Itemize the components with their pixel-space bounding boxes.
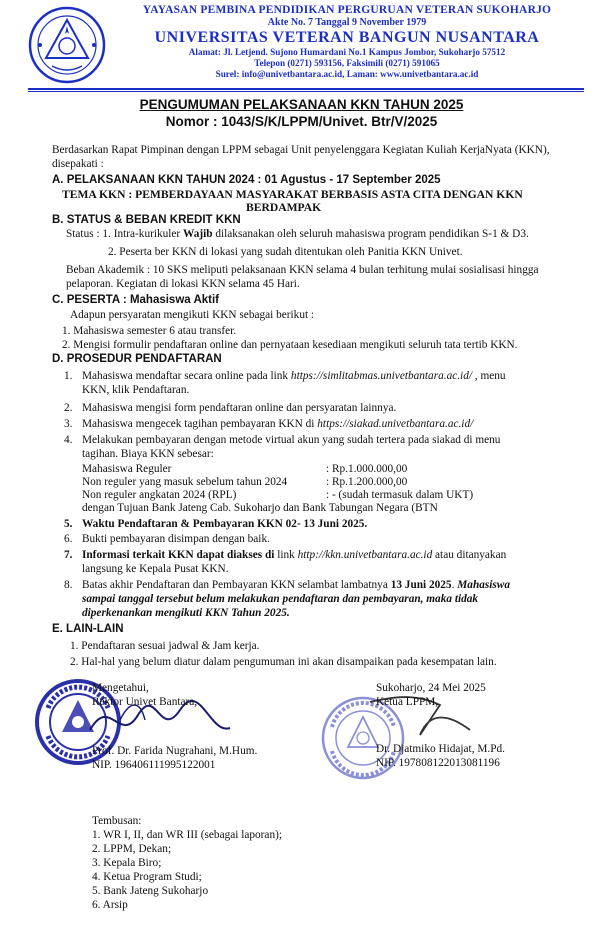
cc-item: 2. LPPM, Dekan; xyxy=(92,843,172,855)
step-6: Bukti pembayaran disimpan dengan baik. xyxy=(82,533,270,545)
simlitabmas-link[interactable]: https://simlitabmas.univetbantara.ac.id/ xyxy=(290,370,472,382)
status-item-2: 2. Peserta ber KKN di lokasi yang sudah ditentukan oleh Panitia KKN Univet. xyxy=(108,246,463,258)
step-number: 6. xyxy=(64,533,73,545)
right-sign-line-2: Ketua LPPM, xyxy=(376,696,439,708)
academic-load-1: Beban Akademik : 10 SKS meliputi pelaksanaan KKN selama 4 bulan terhitung mulai sosialisasi hingga xyxy=(66,264,539,276)
fee-label: Non reguler yang masuk sebelum tahun 2024 xyxy=(82,476,288,488)
other-item-1: 1. Pendaftaran sesuai jadwal & Jam kerja. xyxy=(70,640,260,652)
step-8-line-3: diperkenankan mengikuti KKN Tahun 2025. xyxy=(82,607,290,619)
section-d-title: D. PROSEDUR PENDAFTARAN xyxy=(52,353,222,365)
university-name: UNIVERSITAS VETERAN BANGUN NUSANTARA xyxy=(154,29,540,46)
participant-lead: Adapun persyaratan mengikuti KKN sebagai berikut : xyxy=(70,309,315,321)
step-number: 2. xyxy=(64,402,73,414)
announcement-title-block xyxy=(0,96,603,130)
participant-req-2: 2. Mengisi formulir pendaftaran online dan pernyataan kesediaan mengikuti seluruh tata tertib KKN. xyxy=(62,339,518,351)
announcement-number: Nomor : 1043/S/K/LPPM/Univet. Btr/V/2025 xyxy=(165,114,438,129)
fee-value: : - (sudah termasuk dalam UKT) xyxy=(326,489,474,501)
left-sign-line-2: Rektor Univet Bantara, xyxy=(92,696,198,708)
status-wajib: Wajib xyxy=(183,228,213,240)
address-line: Alamat: Jl. Letjend. Sujono Humardani No.1 Kampus Jombor, Sukoharjo 57512 xyxy=(188,47,506,57)
left-signer-name: Prof. Dr. Farida Nugrahani, M.Hum. xyxy=(92,745,258,757)
bank-line: dengan Tujuan Bank Jateng Cab. Sukoharjo dan Bank Tabungan Negara (BTN xyxy=(82,502,438,514)
phone-line: Telepon (0271) 593156, Faksimili (0271) 591065 xyxy=(254,58,440,68)
cc-item: 6. Arsip xyxy=(92,899,128,911)
step-3: Mahasiswa mengecek tagihan pembayaran KKN di https://siakad.univetbantara.ac.id/ xyxy=(82,418,474,430)
header-rule-thin xyxy=(28,91,584,92)
step-7-line-2: langsung ke Kepala Pusat KKN. xyxy=(82,563,229,575)
section-e-title: E. LAIN-LAIN xyxy=(52,623,124,635)
fee-value: : Rp.1.200.000,00 xyxy=(326,476,408,488)
right-signer-name: Dr. Djatmiko Hidajat, M.Pd. xyxy=(376,743,505,755)
left-signer-nip: NIP. 196406111995122001 xyxy=(92,759,216,771)
right-sign-line-1: Sukoharjo, 24 Mei 2025 xyxy=(376,682,486,694)
step-8-line-1: Batas akhir Pendaftaran dan Pembayaran KKN selambat lambatnya 13 Juni 2025. Mahasiswa xyxy=(82,579,510,591)
other-item-2: 2. Hal-hal yang belum diatur dalam pengumuman ini akan disampaikan pada kesempatan lain. xyxy=(70,656,497,668)
participant-req-1: 1. Mahasiswa semester 6 atau transfer. xyxy=(62,325,237,337)
right-signer-nip: NIP. 197808122013081196 xyxy=(376,757,500,769)
step-5: Waktu Pendaftaran & Pembayaran KKN 02- 13 Juni 2025. xyxy=(82,518,368,530)
step-4-line-2: tagihan. Biaya KKN sebesar: xyxy=(82,448,214,460)
step-2: Mahasiswa mengisi form pendaftaran online dan persyaratan lainnya. xyxy=(82,402,397,414)
email-line: Surel: info@univetbantara.ac.id, Laman: www.univetbantara.ac.id xyxy=(215,69,479,79)
step-number: 1. xyxy=(64,370,73,382)
section-a-title: A. PELAKSANAAN KKN TAHUN 2024 : 01 Agustus - 17 September 2025 xyxy=(52,174,441,186)
intro-line-2: disepakati : xyxy=(52,158,104,170)
cc-title: Tembusan: xyxy=(92,815,142,827)
section-b-title: B. STATUS & BEBAN KREDIT KKN xyxy=(52,214,241,226)
step-1-line-1: Mahasiswa mendaftar secara online pada link https://simlitabmas.univetbantara.ac.id/ , menu xyxy=(82,370,506,382)
step-1-line-2: KKN, klik Pendaftaran. xyxy=(82,384,190,396)
section-a-theme-2: BERDAMPAK xyxy=(246,201,322,214)
status-item-1: Status : 1. Intra-kurikuler Wajib dilaksanakan oleh seluruh mahasiswa program pendidikan S-1 & D3. xyxy=(66,228,529,240)
section-a-theme-1: TEMA KKN : PEMBERDAYAAN MASYARAKAT BERBASIS ASTA CITA DENGAN KKN xyxy=(62,188,523,201)
academic-load-2: pelaporan. Kegiatan di lokasi KKN selama 45 Hari. xyxy=(66,278,300,290)
step-4-line-1: Melakukan pembayaran dengan metode virtual akun yang sudah tertera pada siakad di menu xyxy=(82,434,501,446)
step-8-line-2: sampai tanggal tersebut belum melakukan pendaftaran dan pembayaran, maka tidak xyxy=(82,593,479,605)
section-c-title: C. PESERTA : Mahasiswa Aktif xyxy=(52,294,219,306)
step-number: 8. xyxy=(64,579,73,591)
fee-value: : Rp.1.000.000,00 xyxy=(326,463,408,475)
letterhead xyxy=(112,4,582,80)
step-number: 3. xyxy=(64,418,73,430)
step-number: 4. xyxy=(64,434,73,446)
header-rule xyxy=(28,88,584,90)
university-logo xyxy=(28,6,106,84)
foundation-name: YAYASAN PEMBINA PENDIDIKAN PERGURUAN VETERAN SUKOHARJO xyxy=(142,4,552,16)
siakad-link[interactable]: https://siakad.univetbantara.ac.id/ xyxy=(317,418,474,430)
cc-item: 5. Bank Jateng Sukoharjo xyxy=(92,885,209,897)
deed-line: Akte No. 7 Tanggal 9 November 1979 xyxy=(267,17,427,28)
cc-item: 1. WR I, II, dan WR III (sebagai laporan); xyxy=(92,829,282,841)
step-7-line-1: Informasi terkait KKN dapat diakses di link http://kkn.univetbantara.ac.id atau ditanyakan xyxy=(82,549,507,561)
fee-label: Mahasiswa Reguler xyxy=(82,463,172,475)
cc-item: 4. Ketua Program Studi; xyxy=(92,871,202,883)
fee-label: Non reguler angkatan 2024 (RPL) xyxy=(82,489,237,501)
step-number: 5. xyxy=(64,518,73,530)
kkn-link[interactable]: http://kkn.univetbantara.ac.id xyxy=(297,549,433,561)
step-number: 7. xyxy=(64,549,73,561)
left-sign-line-1: Mengetahui, xyxy=(92,682,149,694)
announcement-title: PENGUMUMAN PELAKSANAAN KKN TAHUN 2025 xyxy=(139,97,464,112)
intro-line-1: Berdasarkan Rapat Pimpinan dengan LPPM sebagai Unit penyelenggara Kegiatan Kuliah KerjaNyata (KKN), xyxy=(52,144,550,156)
cc-item: 3. Kepala Biro; xyxy=(92,857,162,869)
